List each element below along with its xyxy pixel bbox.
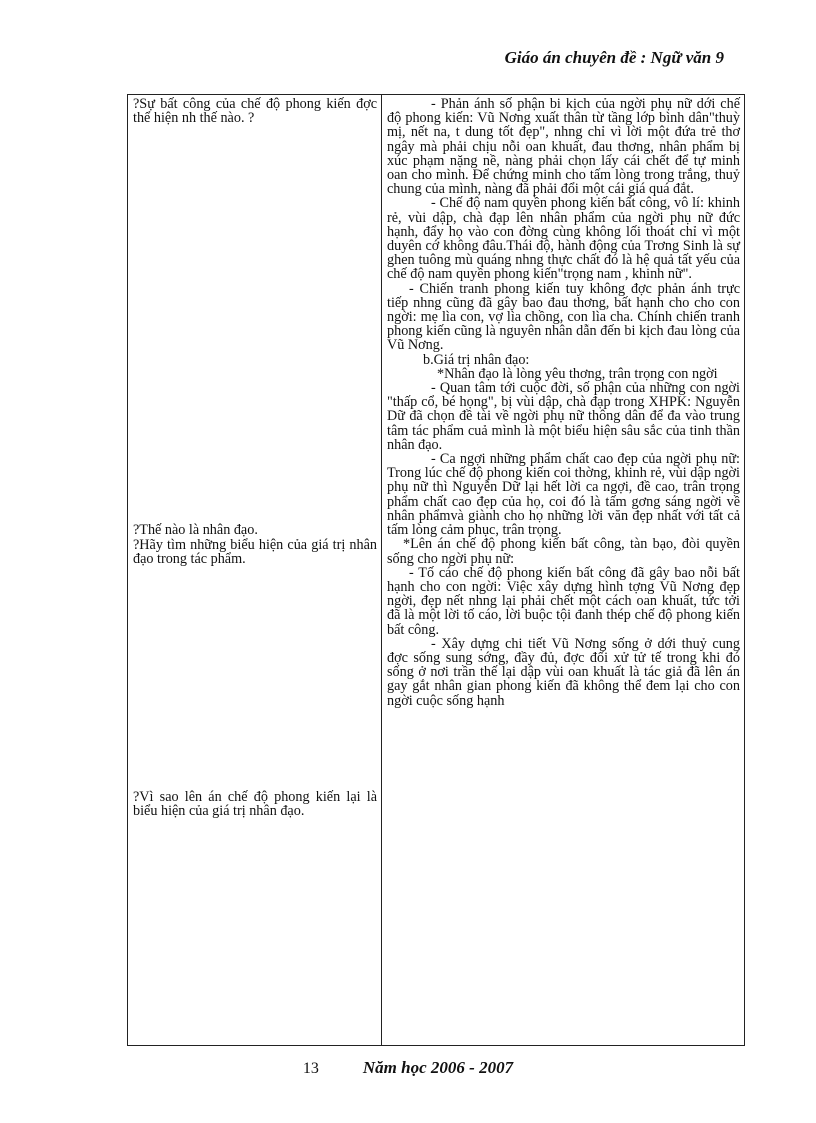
question-condemn-feudalism: ?Vì sao lên án chế độ phong kiến lại là biểu hiện của giá trị nhân đạo. [133,789,377,820]
answer-paragraph: - Tố cáo chế độ phong kiến bất công đã gây bao nỗi bất hạnh cho con ngời: Việc xây dựng hình tợng Vũ Nơng đẹp ngời, đẹp nết nhng lại phải chết một cách oan khuất, tức tởi đã là một lời tố cáo, lời buộc tội đanh thép chế độ phong kiến bất công. [387,564,740,638]
page-header-title: Giáo án chuyên đề : Ngữ văn 9 [504,48,724,67]
answer-paragraph: - Ca ngợi những phẩm chất cao đẹp của ngời phụ nữ: Trong lúc chế độ phong kiến coi thờng, khinh rẻ, vùi dập ngời phụ nữ thì Nguyễn Dữ lại hết lời ca ngợi, đề cao, trân trọng phẩm chất cao đẹp của họ, coi đó là tấm gơng sáng ngời về nhân phẩmvà giành cho họ những lời văn đẹp nhất với tất cả tấm lòng cảm phục, trân trọng. [387,451,740,539]
answer-paragraph: - Phản ánh số phận bi kịch của ngời phụ nữ dới chế độ phong kiến: Vũ Nơng xuất thân từ tầng lớp bình dân"thuỳ mị, nết na, t dung tốt đẹp", nhng chỉ vì lời một đứa trẻ thơ ngây mà phải chịu nỗi oan khuất, đau thơng, nhân phẩm bị xúc phạm nặng nề, nàng phải chọn lấy cái chết để tự minh oan cho mình. Để chứng minh cho tấm lòng trong trắng, thuỷ chung của mình, nàng đã phải đổi một cái giá quá đắt. [387,96,740,198]
answer-paragraph: - Chế độ nam quyền phong kiến bất công, vô lí: khinh rẻ, vùi dập, chà đạp lên nhân phẩm của ngời phụ nữ đức hạnh, đẩy họ vào con đờng cùng không lối thoát chỉ vì một duyên cớ không đâu.Thái độ, hành động của Trơng Sinh là sự ghen tuông mù quáng nhng thực chất đó là hệ quả tất yếu của chế độ nam quyền phong kiến"trọng nam , khinh nữ". [387,195,740,283]
answer-paragraph: - Chiến tranh phong kiến tuy không đợc phản ánh trực tiếp nhng cũng đã gây bao đau thơng, bất hạnh cho cho con ngời: mẹ lìa con, vợ lìa chồng, con lìa cha. Chính chiến tranh phong kiến cũng là nguyên nhân dẫn đến bi kịch đau lòng của Vũ Nơng. [387,280,740,354]
lesson-table [127,94,745,1046]
page-number: 13 [302,1060,319,1077]
school-year: Năm học 2006 - 2007 [362,1058,514,1077]
answer-paragraph: - Quan tâm tới cuộc đời, số phận của những con ngời "thấp cổ, bé họng", bị vùi dập, chà đạp trong XHPK: Nguyễn Dữ đã chọn đề tài về ngời phụ nữ thông dân để đa vào trung tâm tác phẩm cuả mình là một biểu hiện sâu sắc của tinh thần nhân đạo. [387,380,740,453]
question-injustice: ?Sự bất công của chế độ phong kiến đợc thể hiện nh thế nào. ? [133,96,377,127]
question-humanism-expressions: ?Hãy tìm những biểu hiện của giá trị nhân đạo trong tác phẩm. [133,536,377,567]
answers-column [382,95,745,1046]
question-humanism-definition: ?Thế nào là nhân đạo. [133,522,258,539]
answer-paragraph: *Lên án chế độ phong kiến bất công, tàn bạo, đòi quyền sống cho ngời phụ nữ: [387,536,740,567]
answer-paragraph: *Nhân đạo là lòng yêu thơng, trân trọng con ngời [437,365,718,382]
answer-subheading: b.Giá trị nhân đạo: [423,351,530,368]
answer-paragraph: - Xây dựng chi tiết Vũ Nơng sống ở dới thuỷ cung đợc sống sung sớng, đầy đủ, đợc đối xử tử tế trong khi đó sống ở nơi trần thế lại dập vùi oan khuất là tác giả đã lên án gay gắt nhân gian phong kiến đã không thể đem lại cho con ngời cuộc sống hạnh [387,635,740,709]
page-footer [0,1058,816,1078]
questions-column [128,95,382,1046]
